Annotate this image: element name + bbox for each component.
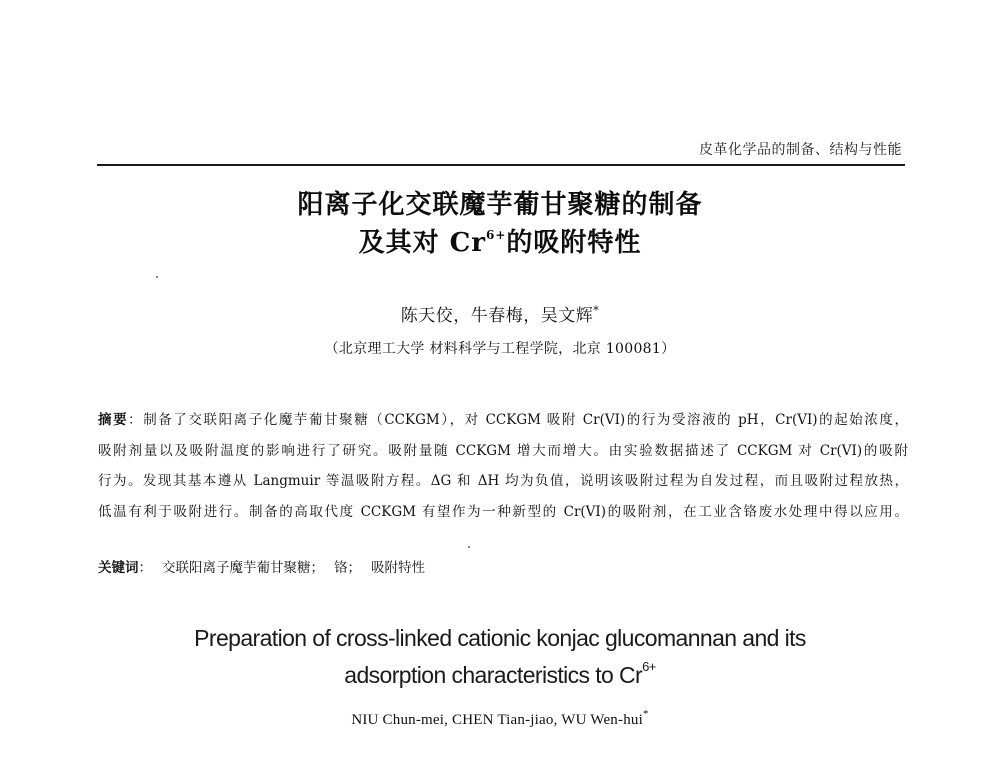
title-en-superscript: 6+ <box>642 659 656 674</box>
abstract-line: 低温有利于吸附进行。制备的高取代度 CCKGM 有望作为一种新型的 Cr(VI)的吸附剂，在工业含铬废水处理中得以应用。 <box>98 503 908 520</box>
keyword-item: 吸附特性 <box>371 560 425 576</box>
title-en-line-2-prefix: adsorption characteristics to Cr <box>344 662 643 688</box>
abstract-colon: ： <box>128 412 144 428</box>
abstract-line: 行为。发现其基本遵从 Langmuir 等温吸附方程。ΔG 和 ΔH 均为负值，说明该吸附过程为自发过程，而且吸附过程放热， <box>98 473 908 489</box>
running-header: 皮革化学品的制备、结构与性能 <box>699 142 902 158</box>
title-chinese <box>0 186 1000 262</box>
keywords-label: 关键词 <box>98 560 139 576</box>
scan-speck <box>156 276 158 278</box>
abstract <box>98 405 908 527</box>
title-cn-line-1: 阳离子化交联魔芋葡甘聚糖的制备 <box>297 190 703 220</box>
keyword-item: 交联阳离子魔芋葡甘聚糖； <box>162 560 324 576</box>
title-cn-superscript: 6+ <box>486 228 507 242</box>
title-en-line-1: Preparation of cross-linked cationic konjac glucomannan and its <box>194 625 806 651</box>
authors-cn-names: 陈天佼，牛春梅，吴文辉 <box>400 306 594 326</box>
scan-speck <box>468 546 470 548</box>
authors-english <box>0 708 1000 729</box>
authors-en-names: NIU Chun-mei, CHEN Tian-jiao, WU Wen-hui <box>351 712 643 728</box>
title-cn-line-2-suffix: 的吸附特性 <box>506 228 642 258</box>
authors-chinese <box>0 301 1000 326</box>
keywords <box>98 556 425 576</box>
abstract-line: 吸附剂量以及吸附温度的影响进行了研究。吸附量随 CCKGM 增大而增大。由实验数据描述了 CCKGM 对 Cr(VI)的吸附 <box>98 442 908 459</box>
abstract-label: 摘要 <box>98 412 129 428</box>
abstract-line-1-text: 制备了交联阳离子化魔芋葡甘聚糖（CCKGM），对 CCKGM 吸附 Cr(VI)的行为受溶液的 pH，Cr(VI)的起始浓度， <box>143 412 908 428</box>
keywords-colon: ： <box>138 560 152 576</box>
keyword-item: 铬； <box>334 560 361 576</box>
abstract-line <box>98 405 908 436</box>
header-rule <box>97 164 905 166</box>
affiliation-chinese: （北京理工大学 材料科学与工程学院，北京 100081） <box>324 341 676 357</box>
title-cn-line-2-prefix: 及其对 Cr <box>358 228 487 258</box>
corresponding-author-mark-en: * <box>642 708 649 720</box>
title-en-line-2 <box>0 657 1000 694</box>
title-english <box>0 620 1000 694</box>
corresponding-author-mark: * <box>593 304 600 317</box>
title-cn-line-2 <box>0 224 1000 262</box>
